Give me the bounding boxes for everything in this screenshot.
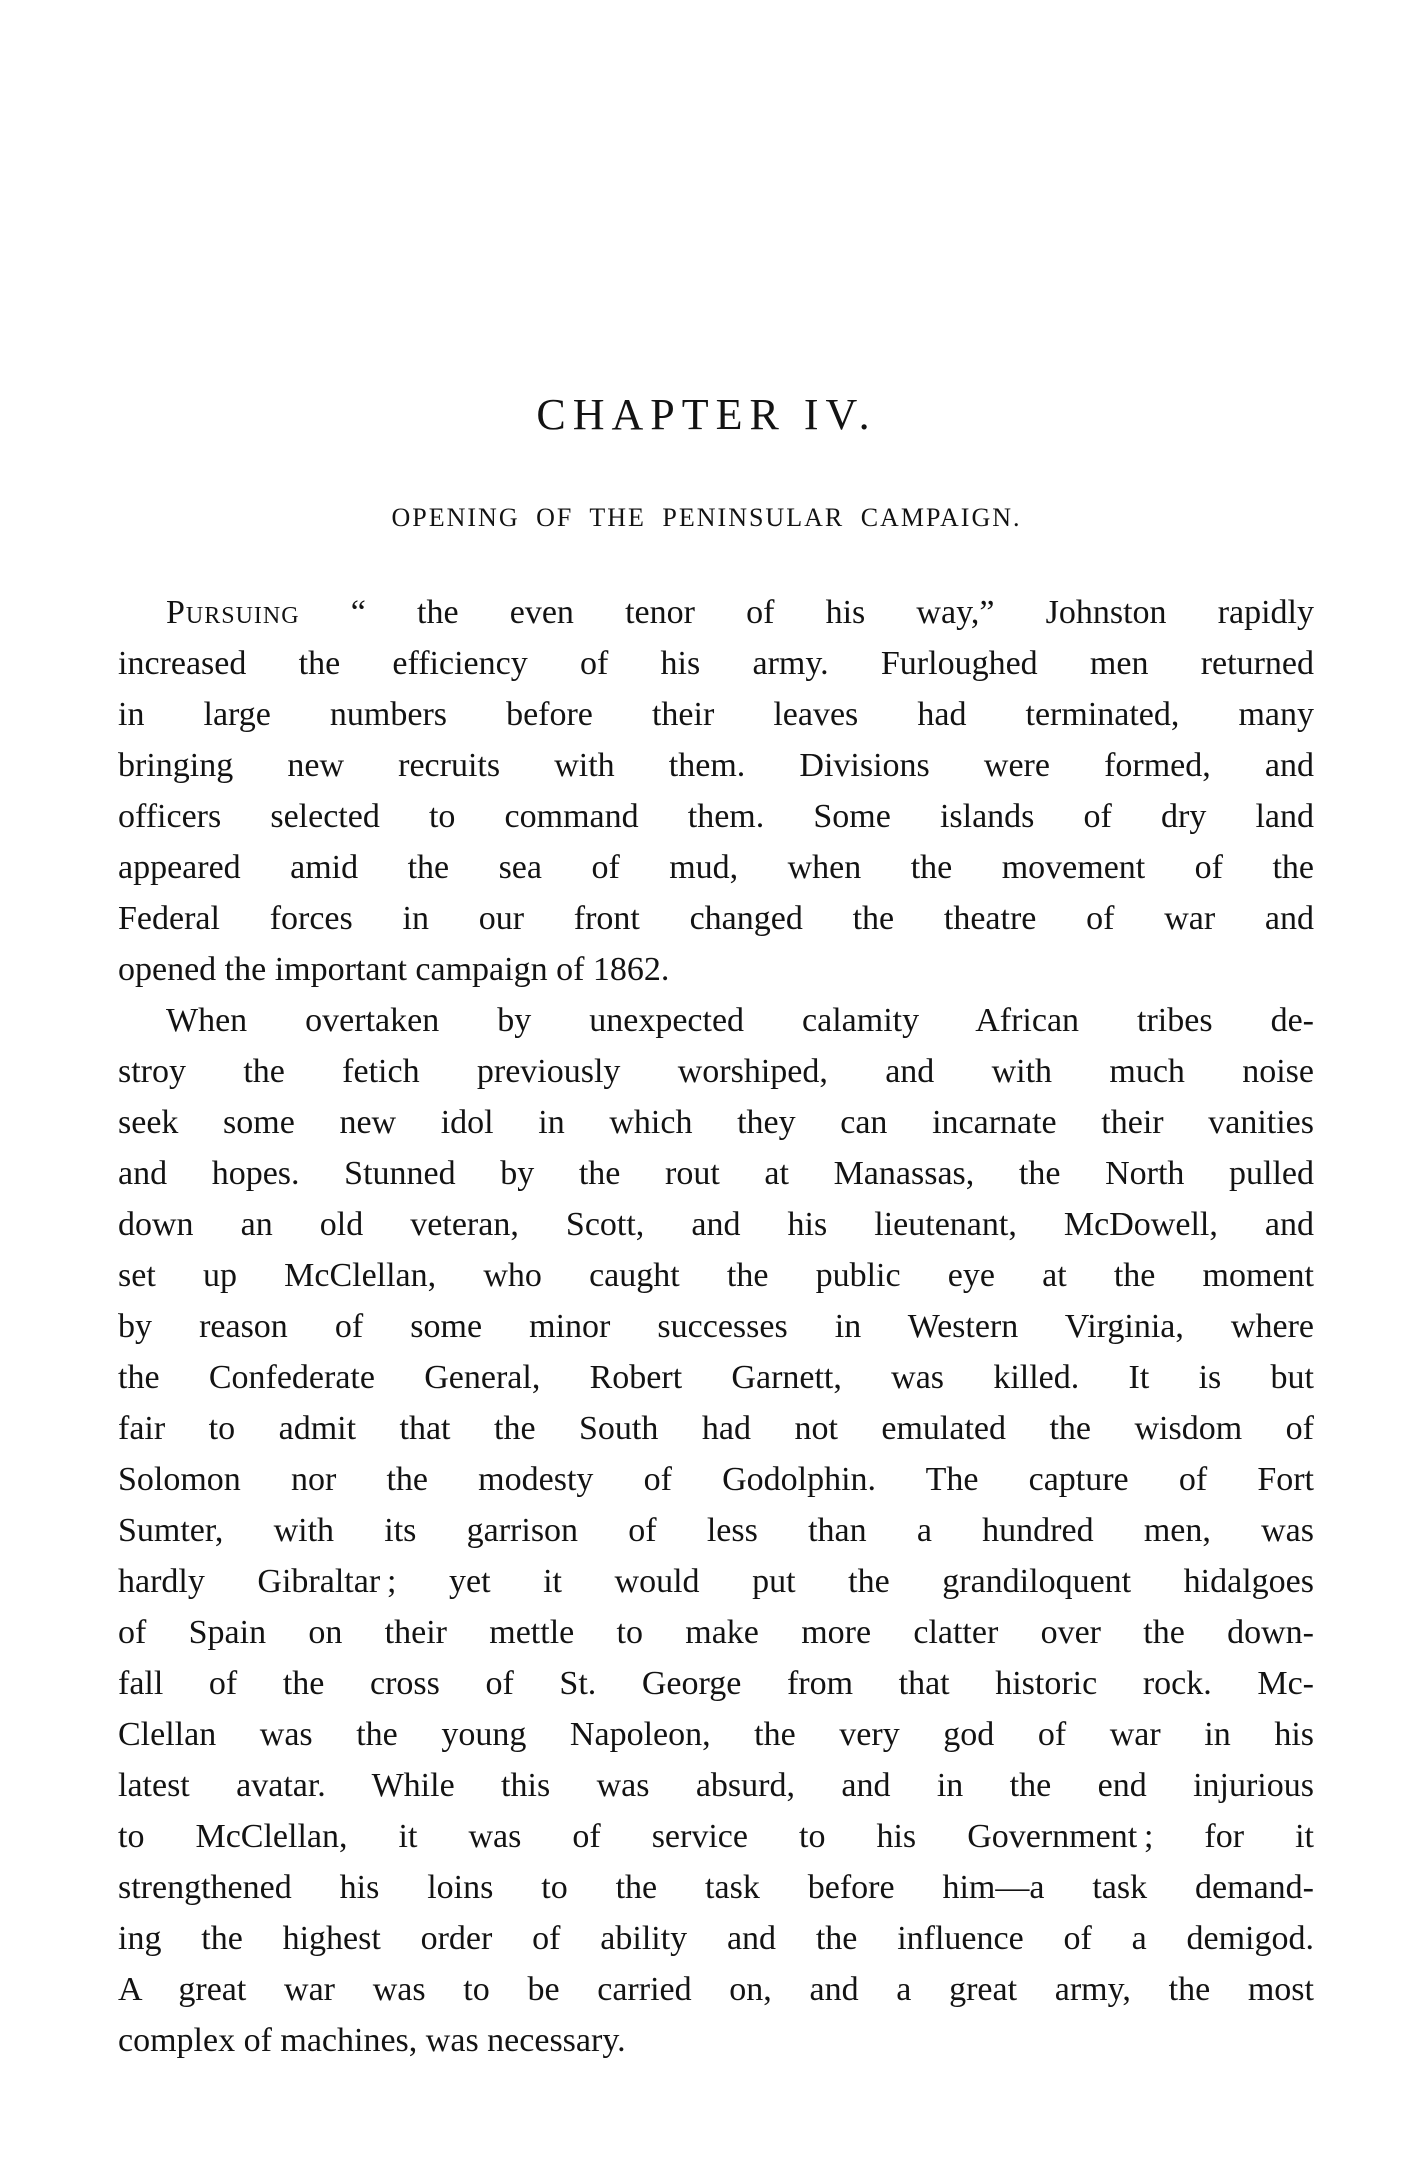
text-line: down an old veteran, Scott, and his lieutenant, McDowell, and [118, 1206, 1314, 1243]
text-line: by reason of some minor successes in Western Virginia, where [118, 1308, 1314, 1345]
text-line [118, 587, 1314, 638]
text-line: appeared amid the sea of mud, when the movement of the [118, 849, 1314, 886]
section-subtitle: OPENING OF THE PENINSULAR CAMPAIGN. [391, 503, 1022, 532]
text-line: seek some new idol in which they can incarnate their vanities [118, 1104, 1314, 1141]
text-line: stroy the fetich previously worshiped, and with much noise [118, 1053, 1314, 1090]
text-line: Federal forces in our front changed the theatre of war and [118, 900, 1314, 937]
text-line: ing the highest order of ability and the influence of a demigod. [118, 1920, 1314, 1957]
text-line: in large numbers before their leaves had terminated, many [118, 696, 1314, 733]
text-line: set up McClellan, who caught the public eye at the moment [118, 1257, 1314, 1294]
paragraph-1 [118, 587, 1314, 995]
text-line-rest: “ the even tenor of his way,” Johnston rapidly [350, 594, 1314, 631]
paragraph-2 [118, 995, 1314, 2066]
text-line: latest avatar. While this was absurd, and in the end injurious [118, 1767, 1314, 1804]
text-line: of Spain on their mettle to make more clatter over the down- [118, 1614, 1314, 1651]
text-line: bringing new recruits with them. Divisions were formed, and [118, 747, 1314, 784]
text-line: Solomon nor the modesty of Godolphin. The capture of Fort [118, 1461, 1314, 1498]
text-line: A great war was to be carried on, and a great army, the most [118, 1971, 1314, 2008]
text-line: strengthened his loins to the task before him—a task demand- [118, 1869, 1314, 1906]
text-line: hardly Gibraltar ; yet it would put the grandiloquent hidalgoes [118, 1563, 1314, 1600]
text-line: the Confederate General, Robert Garnett, was killed. It is but [118, 1359, 1314, 1396]
text-line: Clellan was the young Napoleon, the very god of war in his [118, 1716, 1314, 1753]
text-line: Sumter, with its garrison of less than a hundred men, was [118, 1512, 1314, 1549]
chapter-heading: CHAPTER IV. [536, 390, 877, 439]
text-line: When overtaken by unexpected calamity African tribes de- [166, 1002, 1314, 1039]
text-line: officers selected to command them. Some islands of dry land [118, 798, 1314, 835]
text-line: increased the efficiency of his army. Furloughed men returned [118, 645, 1314, 682]
text-line: complex of machines, was necessary. [118, 2022, 626, 2059]
text-line: fair to admit that the South had not emulated the wisdom of [118, 1410, 1314, 1447]
text-line: to McClellan, it was of service to his Government ; for it [118, 1818, 1314, 1855]
text-line: opened the important campaign of 1862. [118, 951, 670, 988]
text-line: fall of the cross of St. George from that historic rock. Mc- [118, 1665, 1314, 1702]
paragraph-lead-word: Pursuing [166, 594, 300, 631]
body-text [118, 587, 1314, 2066]
text-line: and hopes. Stunned by the rout at Manassas, the North pulled [118, 1155, 1314, 1192]
